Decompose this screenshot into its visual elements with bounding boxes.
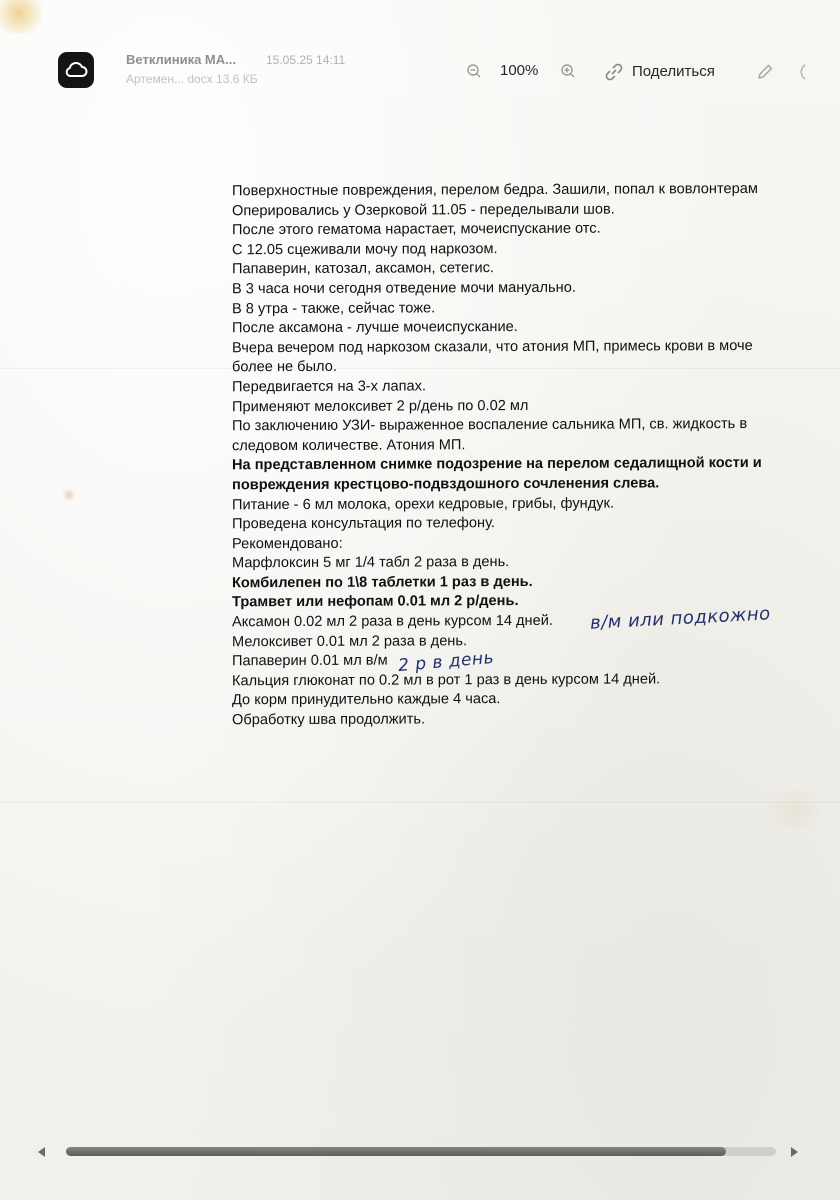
document-line: Папаверин, катозал, аксамон, сетегис. (232, 260, 494, 278)
edit-icon[interactable] (756, 63, 774, 81)
document-line: Рекомендовано: (232, 535, 343, 552)
handwritten-note: в/м или подкожно (589, 603, 772, 634)
document-line: Оперировались у Озерковой 11.05 - переделывали шов. (232, 201, 615, 219)
document-line: До корм принудительно каждые 4 часа. (232, 691, 501, 709)
handwritten-note: 2 р в день (397, 647, 495, 677)
horizontal-scrollbar[interactable] (66, 1147, 776, 1156)
zoom-out-icon[interactable] (466, 63, 482, 79)
document-line: более не было. (232, 359, 337, 376)
document-line: В 8 утра - также, сейчас тоже. (232, 299, 436, 317)
document-subtitle: Артемен... docx 13.6 КБ (126, 72, 258, 86)
share-button[interactable]: Поделиться (632, 63, 715, 80)
document-line: На представленном снимке подозрение на перелом седалищной кости и (232, 455, 762, 474)
document-line: Передвигается на 3-х лапах. (232, 378, 427, 396)
document-line: Аксамон 0.02 мл 2 раза в день курсом 14 дней. (232, 612, 553, 631)
document-line: следовом количестве. Атония МП. (232, 436, 466, 454)
document-line: Проведена консультация по телефону. (232, 515, 495, 533)
more-icon[interactable] (798, 63, 812, 81)
document-line: Обработку шва продолжить. (232, 711, 426, 729)
document-line: По заключению УЗИ- выраженное воспаление сальника МП, св. жидкость в (232, 416, 748, 435)
paper-stain (760, 790, 830, 830)
document-text (232, 180, 812, 731)
scroll-right-arrow-icon[interactable] (790, 1147, 798, 1157)
scrollbar-thumb[interactable] (66, 1147, 726, 1156)
document-line: Вчера вечером под наркозом сказали, что атония МП, примесь крови в моче (232, 337, 753, 357)
document-title[interactable]: Ветклиника МА... (126, 52, 236, 67)
zoom-level: 100% (500, 62, 539, 79)
document-line: Марфлоксин 5 мг 1/4 табл 2 раза в день. (232, 554, 510, 572)
document-line: После аксамона - лучше мочеиспускание. (232, 319, 518, 337)
document-line: Кальция глюконат по 0.2 мл в рот 1 раз в день курсом 14 дней. (232, 671, 661, 690)
scroll-left-arrow-icon[interactable] (38, 1147, 46, 1157)
paper-stain (0, 0, 48, 34)
document-line: повреждения крестцово-подвздошного сочленения слева. (232, 475, 660, 494)
document-line: Папаверин 0.01 мл в/м (232, 652, 388, 670)
document-line: С 12.05 сцеживали мочу под наркозом. (232, 240, 498, 259)
paper-stain (62, 488, 76, 502)
document-date: 15.05.25 14:11 (266, 53, 346, 67)
document-line: В 3 часа ночи сегодня отведение мочи мануально. (232, 279, 576, 298)
document-line: Комбилепен по 1\8 таблетки 1 раз в день. (232, 573, 533, 592)
document-line: Поверхностные повреждения, перелом бедра. Зашили, попал к вовлонтерам (232, 180, 758, 200)
share-icon[interactable] (604, 62, 624, 82)
document-line: Мелоксивет 0.01 мл 2 раза в день. (232, 632, 468, 650)
document-line: Питание - 6 мл молока, орехи кедровые, грибы, фундук. (232, 495, 614, 513)
cloud-icon[interactable] (58, 52, 94, 88)
paper-fold (0, 802, 840, 803)
document-line: Трамвет или нефопам 0.01 мл 2 р/день. (232, 593, 519, 611)
document-line: После этого гематома нарастает, мочеиспускание отс. (232, 220, 601, 239)
document-line: Применяют мелоксивет 2 р/день по 0.02 мл (232, 397, 529, 415)
zoom-in-icon[interactable] (560, 63, 576, 79)
